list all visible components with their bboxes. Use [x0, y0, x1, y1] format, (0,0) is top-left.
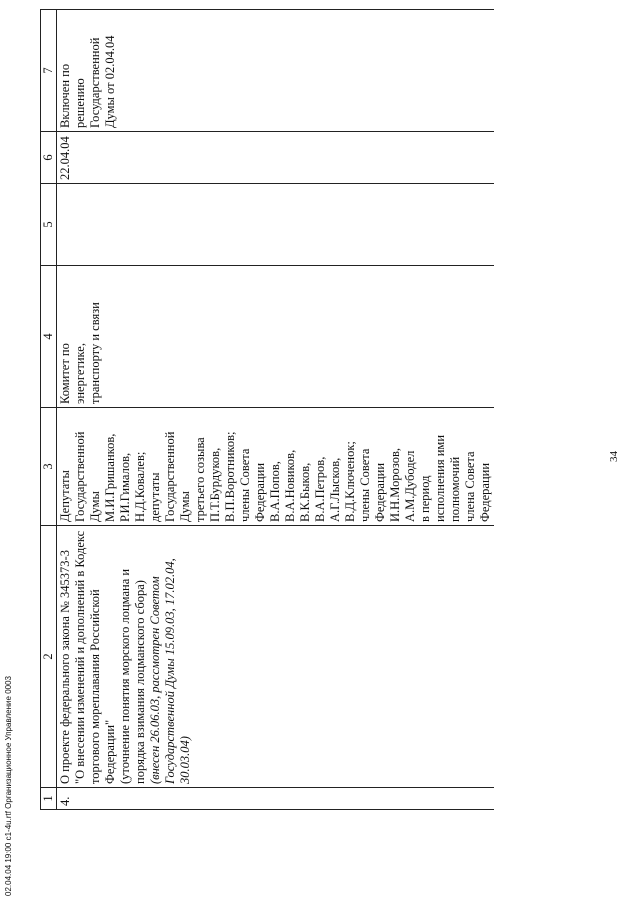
- initiator-line: члены Совета: [238, 448, 252, 522]
- initiator-line: Федерации: [373, 462, 387, 522]
- initiator-line: В.А.Петров,: [313, 456, 327, 522]
- initiator-line: Государственной: [73, 431, 87, 522]
- initiator-line: полномочий: [448, 456, 462, 522]
- column-header: 2: [41, 526, 57, 788]
- initiator-line: Депутаты: [58, 470, 72, 522]
- date-value: 22.04.04: [58, 136, 72, 180]
- initiator-line: Р.И.Гималов,: [118, 452, 132, 522]
- initiator-line: А.М.Дубодел: [403, 450, 417, 522]
- initiator-line: исполнения ими: [433, 434, 447, 522]
- empty-cell: [57, 184, 495, 266]
- committee-line: транспорту и связи: [88, 302, 102, 404]
- status-line: Думы от 02.04.04: [103, 35, 117, 128]
- bill-line: О проекте федерального закона № 345373-3: [58, 550, 72, 784]
- bill-line: Федерации": [103, 719, 117, 784]
- initiator-line: Думы: [88, 491, 102, 522]
- initiator-line: В.П.Воротников;: [223, 431, 237, 522]
- status-line: Включен по: [58, 63, 72, 128]
- committee-line: энергетике,: [73, 343, 87, 404]
- initiator-line: Государственной: [163, 431, 177, 522]
- committee-cell: [57, 266, 495, 408]
- page-number: 34: [608, 451, 620, 462]
- date-cell: [57, 132, 495, 184]
- column-header: 1: [41, 788, 57, 810]
- initiator-line: В.А.Попов,: [268, 461, 282, 522]
- bill-note-line: (внесен 26.06.03, рассмотрен Советом: [148, 576, 162, 784]
- initiator-line: Думы: [178, 491, 192, 522]
- document-footer: 02.04.04 19:00 c1-4u.rtf Организационное Управление 0003: [4, 676, 13, 896]
- status-cell: [57, 10, 495, 132]
- table-header-row: [41, 10, 57, 810]
- bill-line: (уточнение понятия морского лоцмана и: [118, 568, 132, 784]
- initiator-line: члена Совета: [463, 451, 477, 522]
- row-number: 4.: [57, 788, 495, 810]
- bill-line: торгового мореплавания Российской: [88, 589, 102, 784]
- status-line: решению: [73, 78, 87, 128]
- committee-line: Комитет по: [58, 343, 72, 404]
- initiator-line: В.А.Новиков,: [283, 449, 297, 522]
- column-header: 7: [41, 10, 57, 132]
- initiator-line: А.Г.Лысков,: [328, 457, 342, 522]
- bill-note-line: 30.03.04): [178, 736, 192, 784]
- bill-line: "О внесении изменений и дополнений в Кодекс: [73, 530, 87, 784]
- bill-line: порядка взимания лоцманского сбора): [133, 580, 147, 784]
- initiators-cell: [57, 408, 495, 526]
- column-header: 3: [41, 408, 57, 526]
- initiator-line: П.Т.Бурдуков,: [208, 447, 222, 522]
- initiator-line: Федерации: [478, 462, 492, 522]
- bills-table: [40, 9, 494, 810]
- column-header: 6: [41, 132, 57, 184]
- initiator-line: депутаты: [148, 472, 162, 522]
- initiator-line: третьего созыва: [193, 437, 207, 522]
- initiator-line: члены Совета: [358, 448, 372, 522]
- table-row: [57, 10, 495, 810]
- column-header: 5: [41, 184, 57, 266]
- initiator-line: В.Д.Ключенок;: [343, 441, 357, 522]
- initiator-line: Н.Д.Ковалев;: [133, 451, 147, 522]
- initiator-line: В.К.Быков,: [298, 462, 312, 522]
- initiator-line: в период: [418, 475, 432, 522]
- bill-description: [57, 526, 495, 788]
- initiator-line: М.И.Гришанков,: [103, 433, 117, 522]
- bill-note-line: Государственной Думы 15.09.03, 17.02.04,: [163, 558, 177, 784]
- column-header: 4: [41, 266, 57, 408]
- initiator-line: И.Н.Морозов,: [388, 448, 402, 522]
- initiator-line: Федерации: [253, 462, 267, 522]
- status-line: Государственной: [88, 37, 102, 128]
